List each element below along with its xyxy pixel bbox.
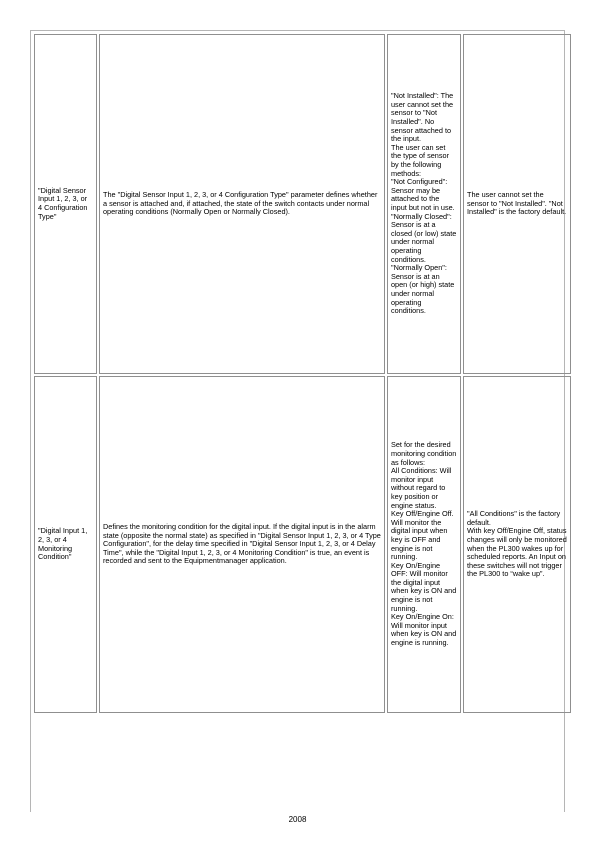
parameter-values-cell <box>387 376 461 713</box>
value-line: Set for the desired monitoring condition as follows: <box>391 440 457 467</box>
value-line: Key On/Engine On: Will monitor input when key is ON and engine is running. <box>391 612 457 648</box>
value-line: "Normally Open": Sensor is at an open (or high) state under normal operating conditions. <box>391 263 455 316</box>
value-line: "Not Installed": The user cannot set the sensor to "Not Installed". No sensor attached to the input. <box>391 91 454 144</box>
parameter-notes-cell <box>463 376 571 713</box>
table-row <box>34 376 571 713</box>
parameter-values-cell <box>387 34 461 374</box>
parameter-description: The "Digital Sensor Input 1, 2, 3, or 4 Configuration Type" parameter defines whether a sensor is attached and, if attached, the state of the switch contacts under normal operating conditions (Normally Open or Normally Closed). <box>103 190 378 217</box>
value-line: The user can set the type of sensor by the following methods: <box>391 142 450 178</box>
parameter-table <box>32 32 573 715</box>
page-footer-year: 2008 <box>288 815 307 824</box>
value-line: "Not Configured": Sensor may be attached to the input but not in use. <box>391 177 455 212</box>
note-line: "All Conditions" is the factory default. <box>467 509 561 527</box>
parameter-name: "Digital Input 1, 2, 3, or 4 Monitoring Condition" <box>38 526 88 562</box>
note-line: With key Off/Engine Off, status changes will only be monitored when the PL300 wakes up for scheduled reports. An Input on these switches will not trigger the PL300 to “wake up”. <box>467 526 567 579</box>
parameter-description-cell <box>99 376 385 713</box>
value-line: All Conditions: Will monitor input without regard to key position or engine status. <box>391 466 452 510</box>
note-line: The user cannot set the sensor to "Not Installed". "Not Installed" is the factory default. <box>467 190 567 217</box>
table-row <box>34 34 571 374</box>
parameter-description-cell <box>99 34 385 374</box>
parameter-notes-cell <box>463 34 571 374</box>
value-line: "Normally Closed": Sensor is at a closed (or low) state under normal operating conditions. <box>391 211 457 264</box>
parameter-name-cell <box>34 34 97 374</box>
parameter-description: Defines the monitoring condition for the digital input. If the digital input is in the alarm state (opposite the normal state) as specified in "Digital Sensor Input 1, 2, 3, or 4 Type Configuration", for the delay time specified in "Digital Sensor Input 1, 2, 3, or 4 Delay Time", while the "Digital Input 1, 2, 3, or 4 Monitoring Condition" is true, an event is recorded and sent to the Equipmentmanager application. <box>103 522 381 566</box>
parameter-name-cell <box>34 376 97 713</box>
value-line: Key Off/Engine Off. Will monitor the digital input when key is OFF and engine is not running. <box>391 509 454 562</box>
parameter-name: "Digital Sensor Input 1, 2, 3, or 4 Configuration Type" <box>38 185 88 221</box>
value-line: Key On/Engine OFF: Will monitor the digital input when key is ON and engine is not running. <box>391 560 457 613</box>
